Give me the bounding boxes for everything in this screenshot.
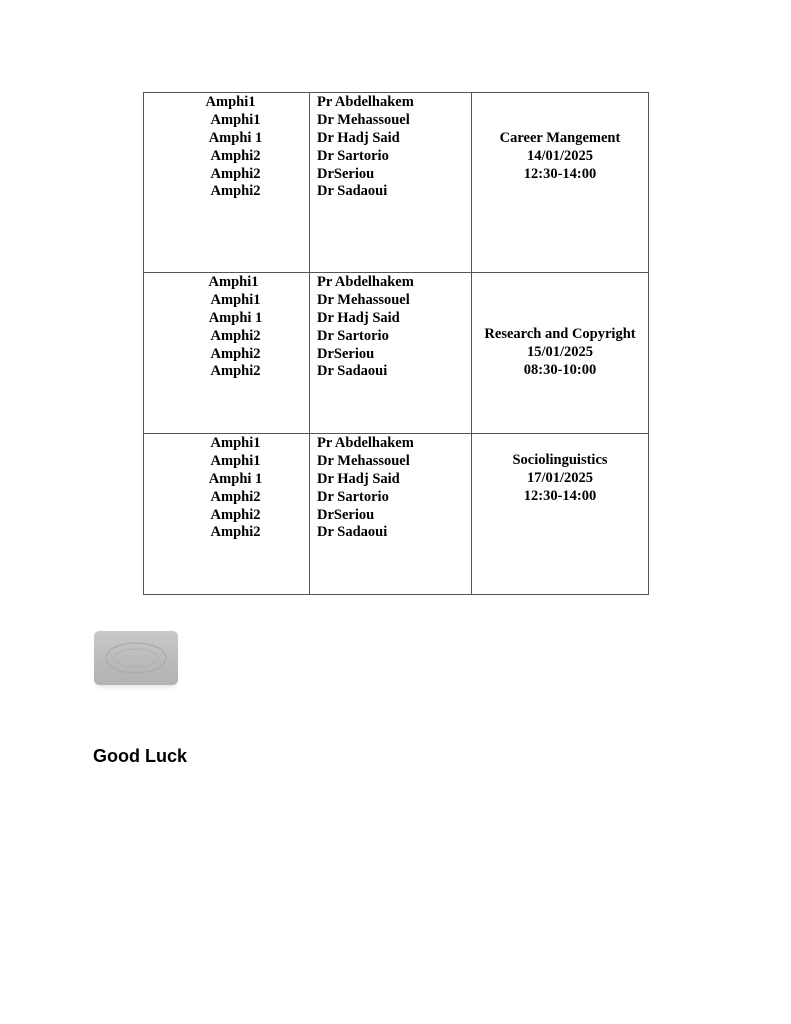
exam-cell: [472, 273, 649, 434]
proctor: DrSeriou: [317, 345, 375, 362]
room: Amphi2: [210, 327, 261, 344]
rooms-cell: [144, 434, 310, 595]
room: Amphi2: [210, 183, 261, 200]
table-row: [144, 273, 649, 434]
room: Amphi 1: [208, 309, 263, 326]
room: Amphi2: [210, 345, 261, 362]
room: Amphi1: [210, 452, 261, 469]
room: Amphi1: [210, 111, 261, 128]
rooms-cell: [144, 273, 310, 434]
official-stamp: [94, 631, 178, 685]
exam-subject: Research and Copyright: [484, 326, 636, 342]
proctor: Dr Sadaoui: [317, 183, 388, 200]
room: Amphi1: [210, 435, 261, 451]
proctor: Dr Hadj Said: [317, 309, 400, 326]
proctor: Pr Abdelhakem: [317, 94, 414, 110]
exam-time: 12:30-14:00: [523, 165, 597, 182]
room: Amphi2: [210, 147, 261, 164]
proctor: DrSeriou: [317, 506, 375, 523]
exam-date: 14/01/2025: [526, 147, 594, 164]
room: Amphi2: [210, 165, 261, 182]
room: Amphi2: [210, 363, 261, 380]
proctor: Dr Hadj Said: [317, 129, 400, 146]
exam-time: 08:30-10:00: [523, 361, 597, 378]
proctor: Dr Mehassouel: [317, 111, 410, 128]
proctors-cell: [310, 273, 472, 434]
room: Amphi1: [208, 274, 259, 290]
room: Amphi2: [210, 524, 261, 541]
proctor: Pr Abdelhakem: [317, 435, 414, 451]
room: Amphi2: [210, 506, 261, 523]
proctor: Dr Sadaoui: [317, 524, 388, 541]
room: Amphi 1: [208, 470, 263, 487]
proctor: Dr Sartorio: [317, 488, 389, 505]
proctor: Dr Mehassouel: [317, 452, 410, 469]
proctor: DrSeriou: [317, 165, 375, 182]
exam-date: 17/01/2025: [526, 469, 594, 486]
closing-text: Good Luck: [93, 746, 187, 766]
exam-schedule-table: [143, 92, 649, 595]
proctor: Dr Hadj Said: [317, 470, 400, 487]
room: Amphi1: [210, 291, 261, 308]
exam-subject: Sociolinguistics: [512, 452, 608, 468]
table-row: [144, 93, 649, 273]
room: Amphi1: [205, 94, 256, 110]
proctor: Dr Sadaoui: [317, 363, 388, 380]
proctor: Pr Abdelhakem: [317, 274, 414, 290]
room: Amphi2: [210, 488, 261, 505]
rooms-cell: [144, 93, 310, 273]
room: Amphi 1: [208, 129, 263, 146]
proctor: Dr Sartorio: [317, 147, 389, 164]
proctor: Dr Sartorio: [317, 327, 389, 344]
exam-cell: [472, 93, 649, 273]
exam-subject: Career Mangement: [499, 130, 621, 146]
exam-date: 15/01/2025: [526, 343, 594, 360]
exam-time: 12:30-14:00: [523, 487, 597, 504]
proctors-cell: [310, 93, 472, 273]
table-row: [144, 434, 649, 595]
proctor: Dr Mehassouel: [317, 291, 410, 308]
stamp-seal-icon: [94, 631, 178, 685]
exam-cell: [472, 434, 649, 595]
proctors-cell: [310, 434, 472, 595]
